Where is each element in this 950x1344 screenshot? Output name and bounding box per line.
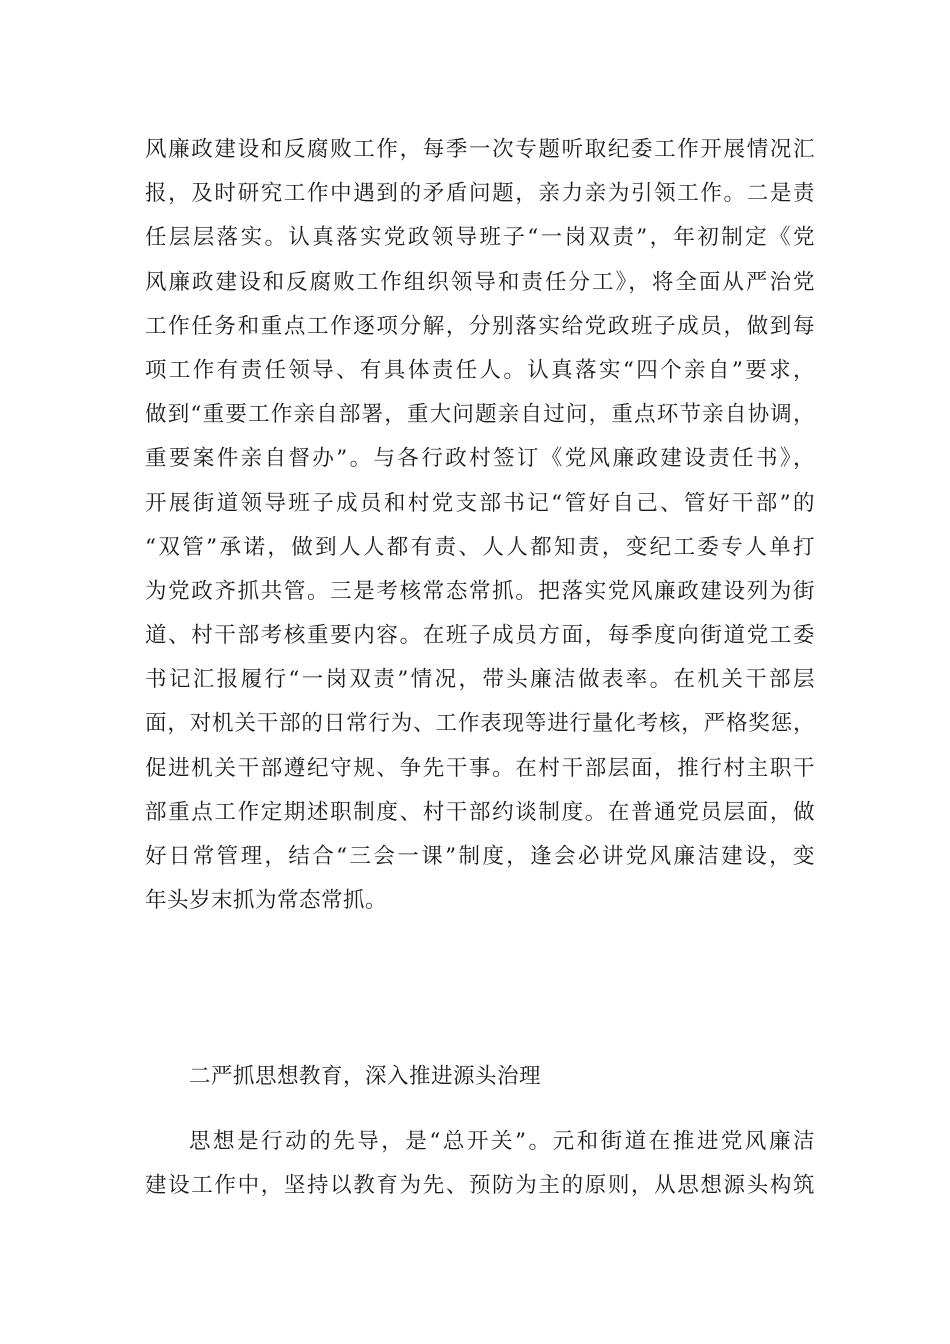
paragraph-line: 部重点工作定期述职制度、村干部约谈制度。在普通党员层面，做 bbox=[145, 799, 815, 825]
paragraph-line: 好日常管理，结合“三会一课”制度，逢会必讲党风廉洁建设，变 bbox=[145, 844, 815, 869]
paragraph-line: 项工作有责任领导、有具体责任人。认真落实“四个亲自”要求， bbox=[145, 357, 815, 383]
paragraph-line: 建设工作中，坚持以教育为先、预防为主的原则，从思想源头构筑 bbox=[145, 1173, 815, 1199]
paragraph-line: 面，对机关干部的日常行为、工作表现等进行量化考核，严格奖惩， bbox=[145, 711, 815, 737]
paragraph-line: 道、村干部考核重要内容。在班子成员方面，每季度向街道党工委 bbox=[145, 623, 815, 649]
paragraph-line: 书记汇报履行“一岗双责”情况，带头廉洁做表率。在机关干部层 bbox=[145, 667, 815, 693]
section-heading bbox=[145, 1055, 859, 1099]
paragraph-line: 重要案件亲自督办”。与各行政村签订《党风廉政建设责任书》， bbox=[145, 446, 815, 472]
paragraph-line: 报，及时研究工作中遇到的矛盾问题，亲力亲为引领工作。二是责 bbox=[145, 181, 815, 207]
body-paragraph-1 bbox=[145, 128, 815, 923]
paragraph-line: 促进机关干部遵纪守规、争先干事。在村干部层面，推行村主职干 bbox=[145, 755, 815, 781]
paragraph-line: 做到“重要工作亲自部署，重大问题亲自过问，重点环节亲自协调， bbox=[145, 402, 815, 428]
paragraph-line: 风廉政建设和反腐败工作，每季一次专题听取纪委工作开展情况汇 bbox=[145, 137, 815, 162]
paragraph-line: 工作任务和重点工作逐项分解，分别落实给党政班子成员，做到每 bbox=[145, 313, 815, 339]
body-paragraph-2 bbox=[145, 1120, 815, 1208]
paragraph-line: 开展街道领导班子成员和村党支部书记“管好自己、管好干部”的 bbox=[145, 490, 815, 516]
paragraph-line: 任层层落实。认真落实党政领导班子“一岗双责”，年初制定《党 bbox=[145, 225, 815, 251]
paragraph-line: 为党政齐抓共管。三是考核常态常抓。把落实党风廉政建设列为街 bbox=[145, 578, 815, 604]
paragraph-line: 风廉政建设和反腐败工作组织领导和责任分工》，将全面从严治党 bbox=[145, 269, 815, 295]
paragraph-line: 思想是行动的先导，是“总开关”。元和街道在推进党风廉洁 bbox=[189, 1129, 815, 1154]
paragraph-line: “双管”承诺，做到人人都有责、人人都知责，变纪工委专人单打 bbox=[145, 534, 815, 560]
paragraph-line-last: 年头岁末抓为常态常抓。 bbox=[145, 888, 388, 914]
section-heading-text: 二严抓思想教育，深入推进源头治理 bbox=[189, 1064, 542, 1089]
